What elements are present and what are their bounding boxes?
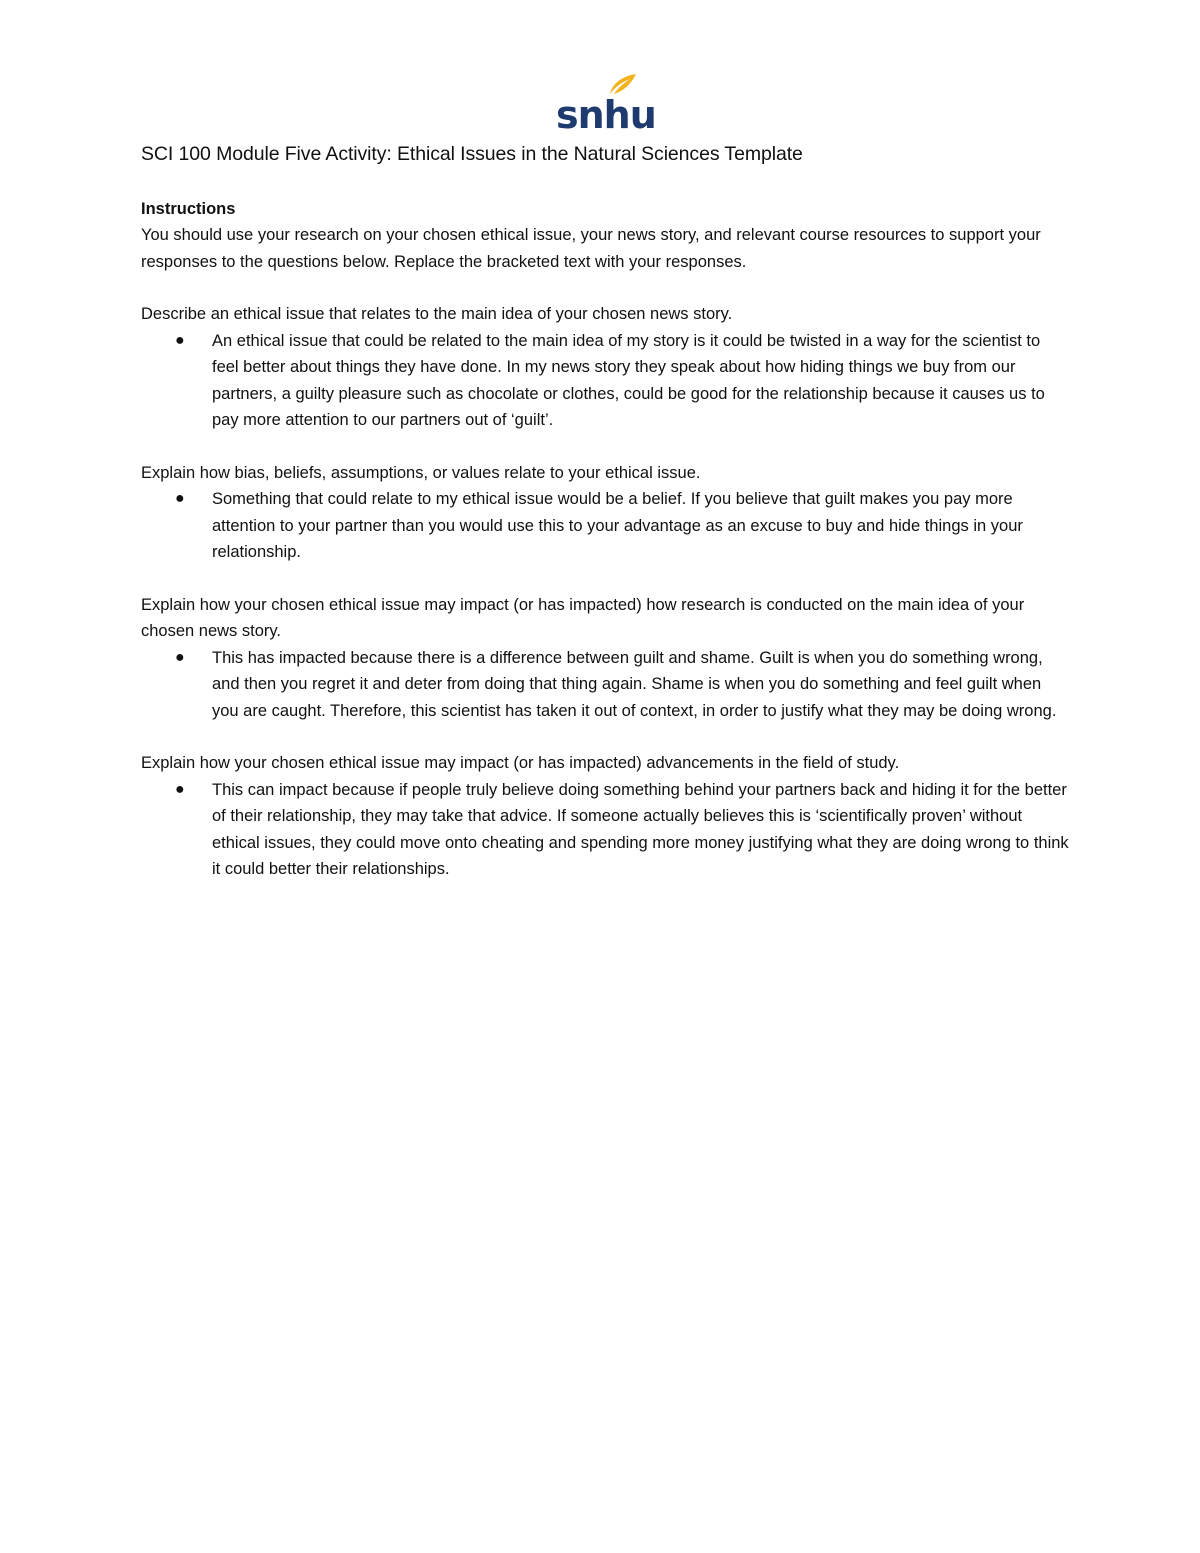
page-title: SCI 100 Module Five Activity: Ethical Issues in the Natural Sciences Template (141, 143, 803, 165)
answer-list (141, 645, 1071, 725)
section-1 (141, 301, 1071, 434)
answer-list (141, 328, 1071, 434)
bullet-icon: ● (175, 331, 185, 349)
snhu-logo (552, 72, 656, 137)
svg-text:snhu: snhu (556, 93, 656, 137)
document-body (141, 140, 1071, 883)
bullet-icon: ● (175, 648, 185, 666)
answer-text: Something that could relate to my ethical issue would be a belief. If you believe that guilt makes you pay more attention to your partner than you would use this to your advantage as an excuse to buy and hide things in your relationship. (212, 490, 1023, 561)
instructions-text: You should use your research on your chosen ethical issue, your news story, and relevant course resources to support your responses to the questions below. Replace the bracketed text with your responses. (141, 226, 1041, 271)
answer-item (141, 486, 1071, 566)
bullet-icon: ● (175, 780, 185, 798)
section-2 (141, 460, 1071, 566)
section-4 (141, 750, 1071, 883)
answer-item (141, 328, 1071, 434)
section-3 (141, 592, 1071, 725)
question-text: Explain how your chosen ethical issue may impact (or has impacted) how research is conducted on the main idea of your chosen news story. (141, 595, 1025, 640)
question-text: Describe an ethical issue that relates to the main idea of your chosen news story. (141, 305, 733, 323)
answer-text: This can impact because if people truly believe doing something behind your partners back and hiding it for the better of their relationship, they may take that advice. If someone actually believes this is ‘scientifically proven’ without ethical issues, they could move onto cheating and spending more money justifying what they are doing wrong to think it could better their relationships. (212, 780, 1069, 878)
answer-item (141, 645, 1071, 725)
answer-text: An ethical issue that could be related to the main idea of my story is it could be twisted in a way for the scientist to feel better about things they have done. In my news story they speak about how hiding things we buy from our partners, a guilty pleasure such as chocolate or clothes, could be good for the relationship because it causes us to pay more attention to our partners out of ‘guilt’. (212, 331, 1045, 429)
question-text: Explain how your chosen ethical issue may impact (or has impacted) advancements in the field of study. (141, 754, 900, 772)
answer-item (141, 777, 1071, 883)
answer-list (141, 486, 1071, 566)
leaf-icon (552, 72, 656, 137)
question-text: Explain how bias, beliefs, assumptions, or values relate to your ethical issue. (141, 463, 701, 482)
answer-text: This has impacted because there is a difference between guilt and shame. Guilt is when you do something wrong, and then you regret it and deter from doing that thing again. Shame is when you do something and feel guilt when you are caught. Therefore, this scientist has taken it out of context, in order to justify what they may be doing wrong. (212, 648, 1057, 720)
bullet-icon: ● (175, 490, 185, 507)
answer-list (141, 777, 1071, 883)
instructions-heading: Instructions (141, 200, 236, 218)
